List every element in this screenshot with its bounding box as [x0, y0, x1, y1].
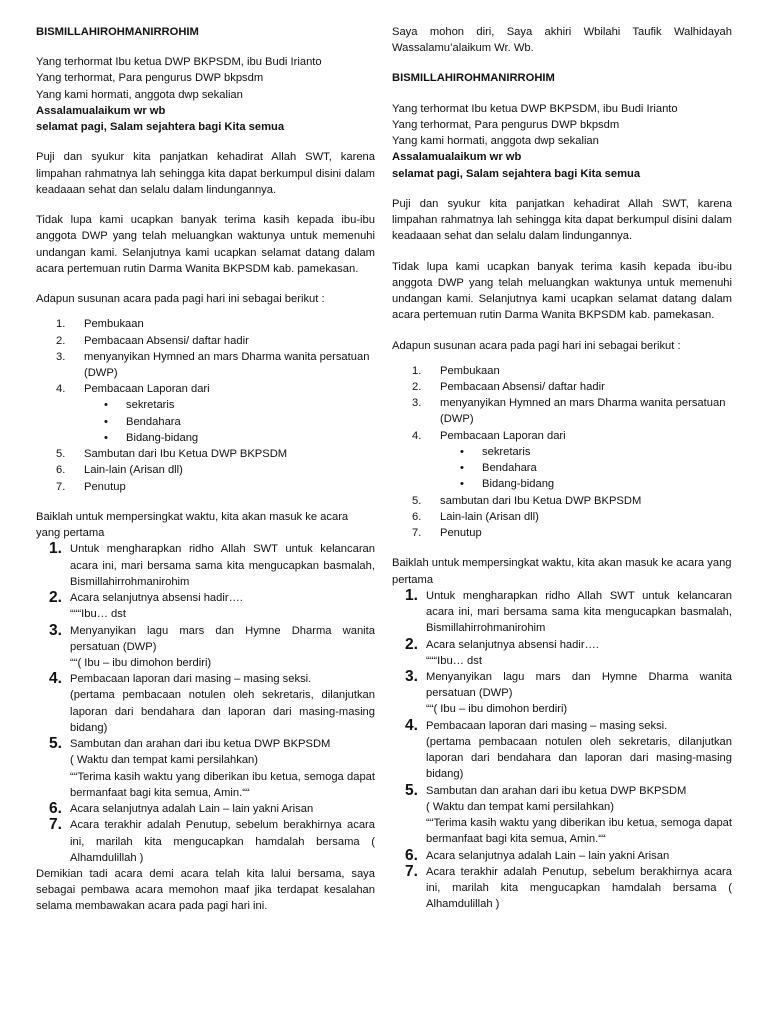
paragraph: Tidak lupa kami ucapkan banyak terima kasih kepada ibu-ibu anggota DWP yang telah meluangkan waktunya untuk memenuhi undangan kami. Selanjutnya kami ucapkan selamat datang dalam acara pertemuan rutin Darma Wanita BKPSDM kab. pamekasan. — [36, 214, 375, 275]
steps-list — [36, 541, 375, 866]
left-column — [36, 24, 375, 915]
sub-list — [36, 397, 375, 446]
agenda-list — [36, 316, 375, 495]
greeting-line: Yang terhormat Ibu ketua DWP BKPSDM, ibu Budi Irianto — [392, 102, 678, 115]
list-item: 7. Acara terakhir adalah Penutup, sebelum berakhirnya acara ini, marilah kita mengucapkan hamdalah bersama ( Alhamdulillah ) — [49, 816, 375, 864]
list-item: 1. Pembukaan — [412, 364, 500, 377]
salam-line: Assalamualaikum wr wb — [392, 151, 522, 164]
list-item: 2. Pembacaan Absensi/ daftar hadir — [412, 380, 605, 393]
list-item: • sekretaris — [104, 399, 175, 412]
salam-line: Assalamualaikum wr wb — [36, 104, 166, 117]
list-item: • Bidang-bidang — [104, 431, 199, 444]
greeting-line: Yang terhormat, Para pengurus DWP bkpsdm — [36, 72, 264, 85]
list-item: 2. Acara selanjutnya absensi hadir…. “““Ibu… dst — [405, 635, 599, 667]
greeting-line: Yang kami hormati, anggota dwp sekalian — [392, 135, 599, 148]
heading: BISMILLAHIROHMANIRROHIM — [392, 72, 555, 85]
paragraph: Adapun susunan acara pada pagi hari ini sebagai berikut : — [36, 293, 325, 306]
list-item: 4. Pembacaan laporan dari masing – masing seksi. (pertama pembacaan notulen oleh sekretaris, dilanjutkan laporan dari bendahara dan laporan dari masing-masing bidang) — [405, 716, 732, 781]
list-item: 5. Sambutan dari Ibu Ketua DWP BKPSDM — [56, 448, 288, 461]
list-item: 6. Lain-lain (Arisan dll) — [56, 464, 183, 477]
right-column — [392, 24, 732, 912]
list-item: 2. Pembacaan Absensi/ daftar hadir — [56, 334, 249, 347]
list-item: 5. Sambutan dan arahan dari ibu ketua DWP BKPSDM ( Waktu dan tempat kami persilahkan) ““Terima kasih waktu yang diberikan ibu ketua, semoga dapat bermanfaat bagi kita semua, Amin.““ — [405, 781, 732, 846]
list-item: • Bidang-bidang — [460, 478, 555, 491]
list-item: 3. menyanyikan Hymned an mars Dharma wanita persatuan (DWP) — [56, 350, 370, 379]
paragraph: Baiklah untuk mempersingkat waktu, kita akan masuk ke acara yang pertama — [36, 510, 349, 540]
list-item: • Bendahara — [460, 462, 537, 475]
list-item: 3. Menyanyikan lagu mars dan Hymne Dharma wanita persatuan (DWP) ““( Ibu – ibu dimohon berdiri) — [405, 667, 732, 716]
paragraph: Saya mohon diri, Saya akhiri Wbilahi Taufik Walhidayah Wassalamu’alaikum Wr. Wb. — [392, 26, 732, 55]
list-item: 6. Acara selanjutnya adalah Lain – lain yakni Arisan — [405, 846, 670, 864]
list-item: 4. Pembacaan Laporan dari • sekretaris • Bendahara • Bidang-bidang — [36, 381, 375, 446]
list-item: • sekretaris — [460, 445, 531, 458]
salam-line: selamat pagi, Salam sejahtera bagi Kita semua — [392, 167, 641, 180]
list-item: 6. Acara selanjutnya adalah Lain – lain yakni Arisan — [49, 800, 314, 818]
agenda-list — [392, 363, 732, 542]
list-item: 3. menyanyikan Hymned an mars Dharma wanita persatuan (DWP) — [412, 397, 726, 426]
salam-line: selamat pagi, Salam sejahtera bagi Kita semua — [36, 121, 285, 134]
greeting-line: Yang kami hormati, anggota dwp sekalian — [36, 88, 243, 101]
steps-list — [392, 588, 732, 913]
heading: BISMILLAHIROHMANIRROHIM — [36, 26, 199, 38]
list-item: 1. Untuk mengharapkan ridho Allah SWT untuk kelancaran acara ini, mari bersama sama kita mengucapkan basmalah, Bismillahirrohmanirohim — [405, 586, 732, 635]
greeting-line: Yang terhormat Ibu ketua DWP BKPSDM, ibu Budi Irianto — [36, 56, 322, 69]
paragraph: Adapun susunan acara pada pagi hari ini sebagai berikut : — [392, 339, 681, 352]
paragraph: Puji dan syukur kita panjatkan kehadirat Allah SWT, karena limpahan rahmatnya lah sehingga kita dapat berkumpul disini dalam keadaaan sehat dan selalu dalam lindungannya. — [36, 151, 375, 196]
list-item: 5. Sambutan dan arahan dari ibu ketua DWP BKPSDM ( Waktu dan tempat kami persilahkan) ““Terima kasih waktu yang diberikan ibu ketua, semoga dapat bermanfaat bagi kita semua, Amin.““ — [49, 735, 375, 799]
list-item: 1. Pembukaan — [56, 318, 144, 331]
list-item: 7. Acara terakhir adalah Penutup, sebelum berakhirnya acara ini, marilah kita mengucapkan hamdalah bersama ( Alhamdulillah ) — [405, 862, 732, 911]
paragraph: Tidak lupa kami ucapkan banyak terima kasih kepada ibu-ibu anggota DWP yang telah meluangkan waktunya untuk memenuhi undangan kami. Selanjutnya kami ucapkan selamat datang dalam acara pertemuan rutin Darma Wanita BKPSDM kab. pamekasan. — [392, 260, 732, 322]
list-item: • Bendahara — [104, 415, 181, 428]
list-item: 2. Acara selanjutnya absensi hadir…. “““Ibu… dst — [49, 589, 243, 621]
list-item: 4. Pembacaan laporan dari masing – masing seksi. (pertama pembacaan notulen oleh sekretaris, dilanjutkan laporan dari bendahara dan laporan dari masing-masing bidang) — [49, 670, 375, 734]
greeting-line: Yang terhormat, Para pengurus DWP bkpsdm — [392, 118, 620, 131]
list-item: 6. Lain-lain (Arisan dll) — [412, 510, 539, 523]
list-item: 7. Penutup — [412, 527, 482, 540]
list-item: 1. Untuk mengharapkan ridho Allah SWT untuk kelancaran acara ini, mari bersama sama kita mengucapkan basmalah, Bismillahirrohmanirohim — [49, 540, 375, 588]
paragraph: Puji dan syukur kita panjatkan kehadirat Allah SWT, karena limpahan rahmatnya lah sehingga kita dapat berkumpul disini dalam keadaaan sehat dan selalu dalam lindungannya. — [392, 197, 732, 243]
list-item: 5. sambutan dari Ibu Ketua DWP BKPSDM — [412, 494, 642, 507]
list-item: 7. Penutup — [56, 480, 126, 493]
list-item: 4. Pembacaan Laporan dari • sekretaris • Bendahara • Bidang-bidang — [392, 428, 732, 493]
sub-list — [392, 444, 732, 493]
paragraph: Baiklah untuk mempersingkat waktu, kita akan masuk ke acara yang pertama — [392, 557, 732, 586]
list-item: 3. Menyanyikan lagu mars dan Hymne Dharma wanita persatuan (DWP) ““( Ibu – ibu dimohon berdiri) — [49, 621, 375, 669]
closing-paragraph: Demikian tadi acara demi acara telah kita lalui bersama, saya sebagai pembawa acara memohon maaf jika terdapat kesalahan selama membawakan acara pada pagi hari ini. — [36, 868, 375, 913]
